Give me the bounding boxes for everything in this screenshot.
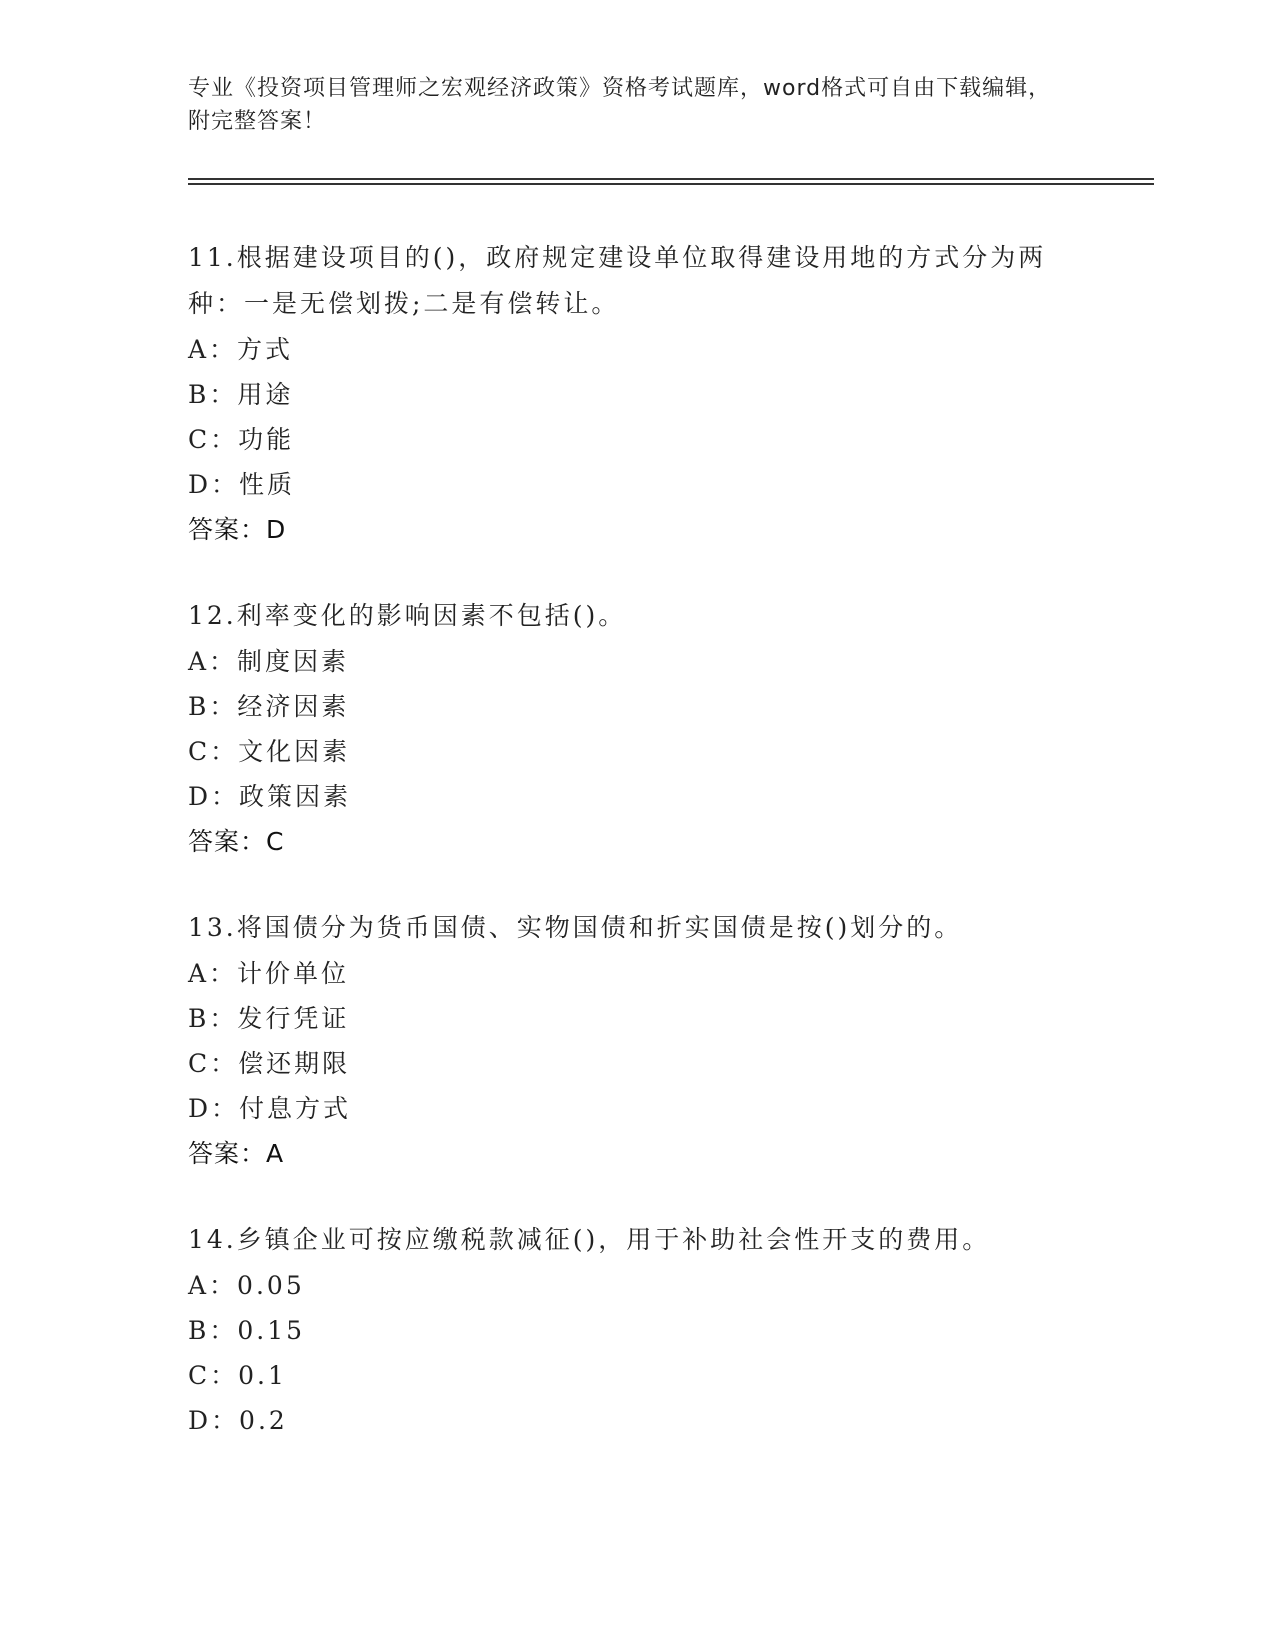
option-c: C：文化因素 [188, 737, 351, 766]
document-header: 专业《投资项目管理师之宏观经济政策》资格考试题库，word格式可自由下载编辑，附完整答案！ [188, 76, 1052, 134]
option-b: B：用途 [188, 380, 294, 409]
option-d: D：0.2 [188, 1406, 288, 1435]
option-a: A：计价单位 [188, 959, 350, 988]
header-divider-bottom [188, 183, 1154, 185]
question-stem: 12.利率变化的影响因素不包括()。 [188, 601, 627, 630]
question-stem: 13.将国债分为货币国债、实物国债和折实国债是按()划分的。 [188, 913, 963, 942]
option-d: D：性质 [188, 470, 296, 499]
option-a: A：制度因素 [188, 647, 350, 676]
option-d: D：政策因素 [188, 782, 352, 811]
question-stem: 14.乡镇企业可按应缴税款减征()，用于补助社会性开支的费用。 [188, 1225, 991, 1254]
header-divider-top [188, 178, 1154, 180]
question-list [188, 235, 1088, 1483]
option-c: C：功能 [188, 425, 295, 454]
question-12 [188, 593, 1088, 865]
option-b: B：0.15 [188, 1316, 306, 1345]
question-14 [188, 1217, 1088, 1443]
option-d: D：付息方式 [188, 1094, 352, 1123]
option-c: C：0.1 [188, 1361, 287, 1390]
question-stem: 11.根据建设项目的()，政府规定建设单位取得建设用地的方式分为两种：一是无偿划拨;二是有偿转让。 [188, 243, 1047, 318]
question-11 [188, 235, 1088, 553]
question-13 [188, 905, 1088, 1177]
option-c: C：偿还期限 [188, 1049, 351, 1078]
answer-key: 答案：A [188, 1139, 285, 1168]
answer-key: 答案：C [188, 827, 285, 856]
answer-key: 答案：D [188, 515, 287, 544]
option-b: B：发行凭证 [188, 1004, 350, 1033]
option-b: B：经济因素 [188, 692, 350, 721]
option-a: A：0.05 [188, 1271, 305, 1300]
option-a: A：方式 [188, 335, 294, 364]
